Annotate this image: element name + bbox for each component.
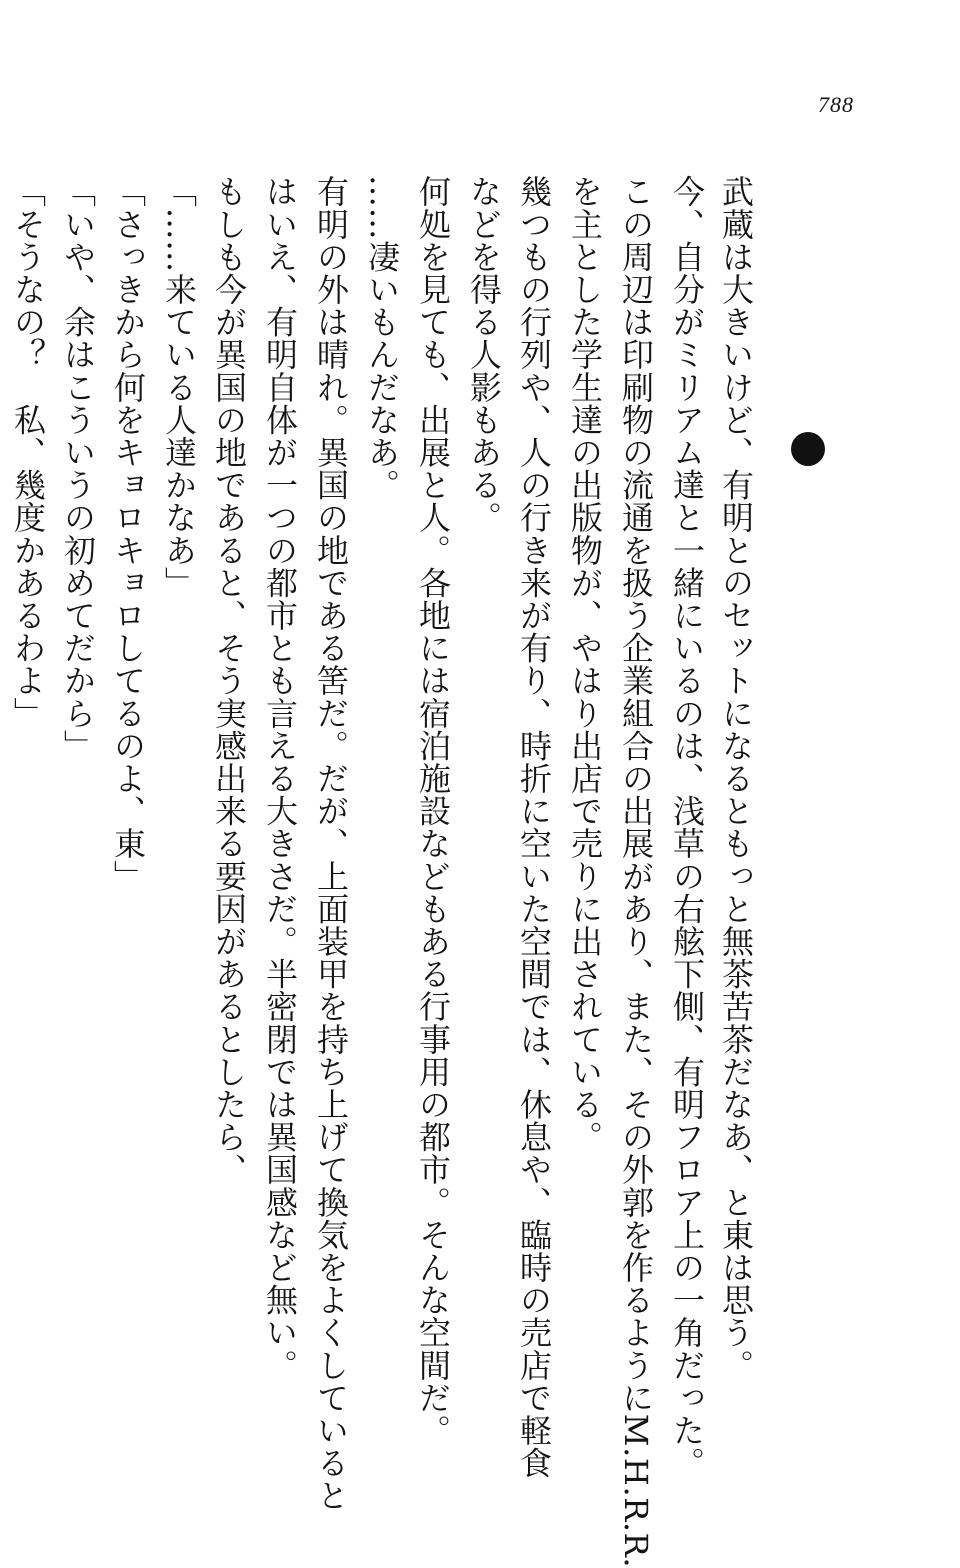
text-line: この周辺は印刷物の流通を扱う企業組合の出展があり、また、その外郭を作るようにM.H.R.R. bbox=[617, 175, 655, 1568]
text-line: 何処を見ても、出展と人。各地には宿泊施設などもある行事用の都市。そんな空間だ。 bbox=[414, 175, 452, 1447]
text-line: などを得る人影もある。 bbox=[465, 175, 503, 534]
text-line: を主とした学生達の出版物が、やはり出店で売りに出されている。 bbox=[566, 175, 604, 1153]
text-line: 今、自分がミリアム達と一緒にいるのは、浅草の右舷下側、有明フロア上の一角だった。 bbox=[668, 175, 706, 1479]
dialogue-line: 「いや、余はこういうの初めてだから」 bbox=[59, 175, 97, 762]
text-line: はいえ、有明自体が一つの都市とも言える大きさだ。半密閉では異国感など無い。 bbox=[261, 175, 299, 1382]
text-line: 幾つもの行列や、人の行き来が有り、時折に空いた空間では、休息や、臨時の売店で軽食 bbox=[515, 175, 553, 1479]
section-bullet-icon bbox=[791, 432, 825, 466]
text-line: 武蔵は大きいけど、有明とのセットになるともっと無茶苦茶だなあ、と東は思う。 bbox=[717, 175, 755, 1382]
dialogue-line: 「そうなの？ 私、幾度かあるわよ」 bbox=[9, 175, 47, 730]
text-line: もしも今が異国の地であると、そう実感出来る要因があるとしたら、 bbox=[210, 175, 248, 1186]
dialogue-line: 「……来ている人達かなあ」 bbox=[160, 175, 198, 599]
text-line: ……凄いもんだなあ。 bbox=[363, 175, 401, 501]
dialogue-line: 「さっきから何をキョロキョロしてるのよ、東」 bbox=[109, 175, 147, 893]
text-line: 有明の外は晴れ。異国の地である筈だ。だが、上面装甲を持ち上げて換気をよくしていると bbox=[312, 175, 350, 1512]
page-number: 788 bbox=[818, 92, 854, 117]
